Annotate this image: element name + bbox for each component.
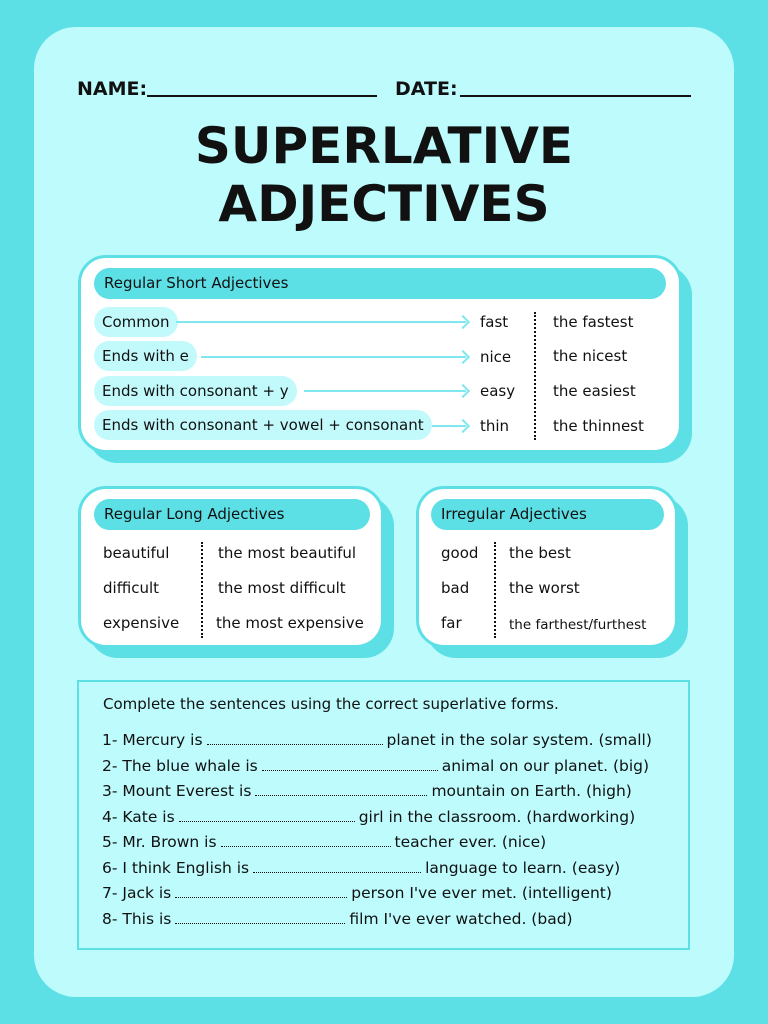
exercise-item-before: 2- The blue whale is xyxy=(102,757,258,775)
exercise-item-after: girl in the classroom. (hardworking) xyxy=(358,808,636,826)
exercise-item-after: animal on our planet. (big) xyxy=(441,757,650,775)
irregular-base-3: far xyxy=(441,614,462,632)
date-field[interactable] xyxy=(460,95,691,97)
arrow-icon xyxy=(432,425,466,427)
exercise-item-3 xyxy=(102,781,632,801)
long-base-3: expensive xyxy=(103,614,180,632)
answer-blank[interactable] xyxy=(262,759,438,771)
date-label: DATE: xyxy=(395,78,458,100)
exercise-item-after: teacher ever. (nice) xyxy=(394,833,547,851)
long-superlative-1: the most beautiful xyxy=(218,544,357,562)
long-divider xyxy=(201,542,203,638)
answer-blank[interactable] xyxy=(253,861,421,873)
short-superlative-1: the fastest xyxy=(553,313,634,331)
exercise-item-6 xyxy=(102,858,620,878)
name-field[interactable] xyxy=(147,95,377,97)
irregular-superlative-3: the farthest/furthest xyxy=(509,617,647,633)
short-rule-3: Ends with consonant + y xyxy=(94,376,297,406)
exercise-item-after: film I've ever watched. (bad) xyxy=(349,910,573,928)
short-rule-1: Common xyxy=(94,307,178,337)
short-card-heading: Regular Short Adjectives xyxy=(94,268,666,299)
long-superlative-2: the most difficult xyxy=(218,579,346,597)
exercise-item-7 xyxy=(102,883,612,903)
exercise-item-before: 3- Mount Everest is xyxy=(102,782,252,800)
exercise-item-5 xyxy=(102,832,546,852)
short-rule-2: Ends with e xyxy=(94,341,197,371)
long-base-1: beautiful xyxy=(103,544,170,562)
answer-blank[interactable] xyxy=(207,733,383,745)
exercise-item-2 xyxy=(102,756,649,776)
irregular-superlative-2: the worst xyxy=(509,579,580,597)
exercise-item-before: 5- Mr. Brown is xyxy=(102,833,217,851)
exercise-item-after: mountain on Earth. (high) xyxy=(431,782,632,800)
name-label: NAME: xyxy=(77,78,148,100)
name-date-row xyxy=(77,78,691,102)
exercise-item-before: 4- Kate is xyxy=(102,808,175,826)
exercise-item-8 xyxy=(102,909,573,929)
exercise-instructions: Complete the sentences using the correct superlative forms. xyxy=(103,695,559,713)
page-title-line1: SUPERLATIVE xyxy=(194,117,574,175)
long-superlative-3: the most expensive xyxy=(216,614,364,632)
answer-blank[interactable] xyxy=(179,810,355,822)
irregular-base-1: good xyxy=(441,544,479,562)
irregular-divider xyxy=(494,542,496,638)
short-base-1: fast xyxy=(480,313,509,331)
short-superlative-4: the thinnest xyxy=(553,417,644,435)
exercise-item-before: 1- Mercury is xyxy=(102,731,203,749)
arrow-icon xyxy=(176,321,466,323)
arrow-icon xyxy=(201,356,466,358)
irregular-base-2: bad xyxy=(441,579,470,597)
answer-blank[interactable] xyxy=(221,835,391,847)
answer-blank[interactable] xyxy=(175,886,347,898)
short-base-3: easy xyxy=(480,382,516,400)
exercise-item-before: 6- I think English is xyxy=(102,859,250,877)
exercise-item-before: 7- Jack is xyxy=(102,884,172,902)
long-card-heading: Regular Long Adjectives xyxy=(94,499,370,530)
long-base-2: difficult xyxy=(103,579,159,597)
irregular-superlative-1: the best xyxy=(509,544,571,562)
answer-blank[interactable] xyxy=(255,784,427,796)
short-superlative-2: the nicest xyxy=(553,347,628,365)
exercise-item-1 xyxy=(102,730,652,750)
short-divider xyxy=(534,312,536,440)
exercise-item-after: language to learn. (easy) xyxy=(425,859,621,877)
short-base-4: thin xyxy=(480,417,510,435)
arrow-icon xyxy=(304,390,466,392)
exercise-item-before: 8- This is xyxy=(102,910,172,928)
short-rule-4: Ends with consonant + vowel + consonant xyxy=(94,410,432,440)
irregular-card-heading: Irregular Adjectives xyxy=(431,499,664,530)
short-superlative-3: the easiest xyxy=(553,382,636,400)
exercise-item-after: planet in the solar system. (small) xyxy=(386,731,652,749)
exercise-item-4 xyxy=(102,807,635,827)
answer-blank[interactable] xyxy=(175,912,345,924)
short-base-2: nice xyxy=(480,348,512,366)
page-title-line2: ADJECTIVES xyxy=(218,175,550,233)
exercise-item-after: person I've ever met. (intelligent) xyxy=(351,884,612,902)
